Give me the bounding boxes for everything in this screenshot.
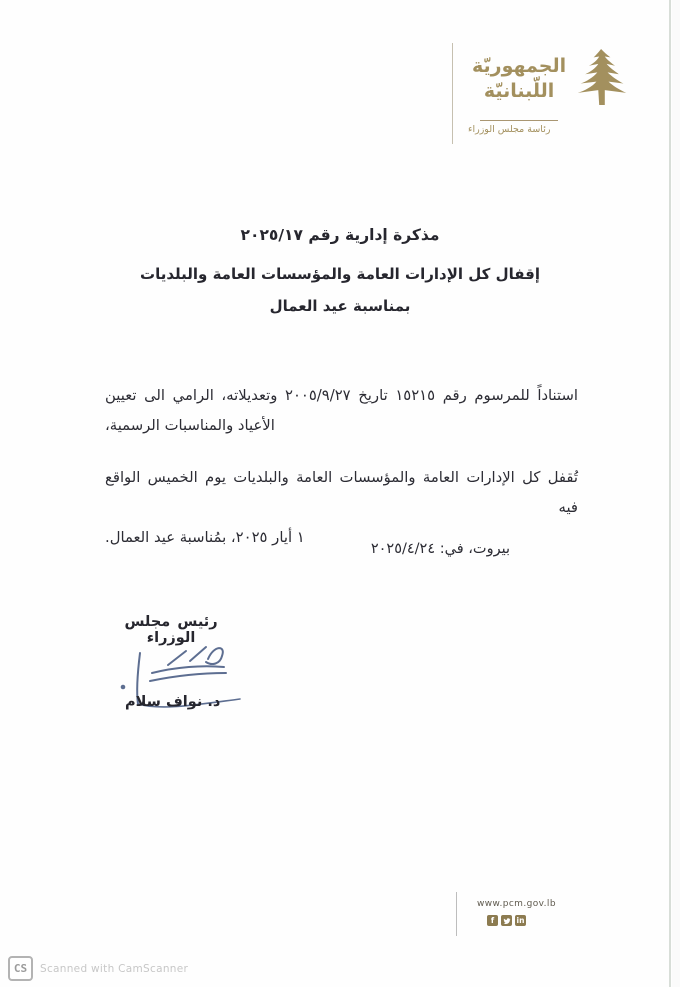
republic-name-line2: اللّبنانيّة — [483, 80, 555, 102]
twitter-icon — [501, 915, 512, 926]
memo-body — [105, 381, 578, 553]
linkedin-icon: in — [516, 916, 525, 925]
calligraphy-underline — [480, 120, 558, 121]
footer-divider — [456, 892, 457, 936]
paragraph2-line2: ١ أيار ٢٠٢٥، بمُناسبة عيد العمال. — [105, 529, 305, 546]
camscanner-text: Scanned with CamScanner — [40, 963, 189, 975]
memo-title-block — [0, 226, 680, 315]
cedar-tree-icon — [574, 46, 630, 112]
paragraph2-line1: تُقفل كل الإدارات العامة والمؤسسات العامة والبلديات يوم الخميس الواقع فيه — [105, 469, 578, 516]
page-edge-line — [669, 0, 671, 987]
signatory-name: د. نواف سلام — [125, 694, 221, 710]
scan-edge-shadow — [672, 0, 680, 987]
website-url: www.pcm.gov.lb — [477, 899, 556, 909]
letterhead-divider — [452, 43, 453, 144]
social-icons — [487, 915, 526, 926]
memo-subject-line: إقفال كل الإدارات العامة والمؤسسات العامة والبلديات — [140, 265, 540, 283]
facebook-icon: f — [487, 915, 498, 926]
handwritten-signature — [100, 638, 260, 727]
memo-number-line: مذكرة إدارية رقم ٢٠٢٥/١٧ — [240, 226, 440, 244]
memo-occasion-line: بمناسبة عيد العمال — [269, 297, 411, 315]
paragraph1-line2: الأعياد والمناسبات الرسمية، — [105, 417, 275, 434]
pcm-subtitle: رئاسة مجلس الوزراء — [468, 124, 551, 135]
letterhead — [452, 40, 637, 135]
date-place-line: بيروت، في: ٢٠٢٥/٤/٢٤ — [370, 541, 510, 557]
republic-name — [472, 54, 566, 104]
republic-name-line1: الجمهوريّة — [472, 55, 567, 77]
signatory-title: رئيس مجلس الوزراء — [124, 614, 218, 646]
camscanner-logo: CS — [8, 956, 33, 981]
paragraph1-line1: استناداً للمرسوم رقم ١٥٢١٥ تاريخ ٢٠٠٥/٩/٢٧ وتعديلاته، الرامي الى تعيين — [105, 387, 578, 404]
